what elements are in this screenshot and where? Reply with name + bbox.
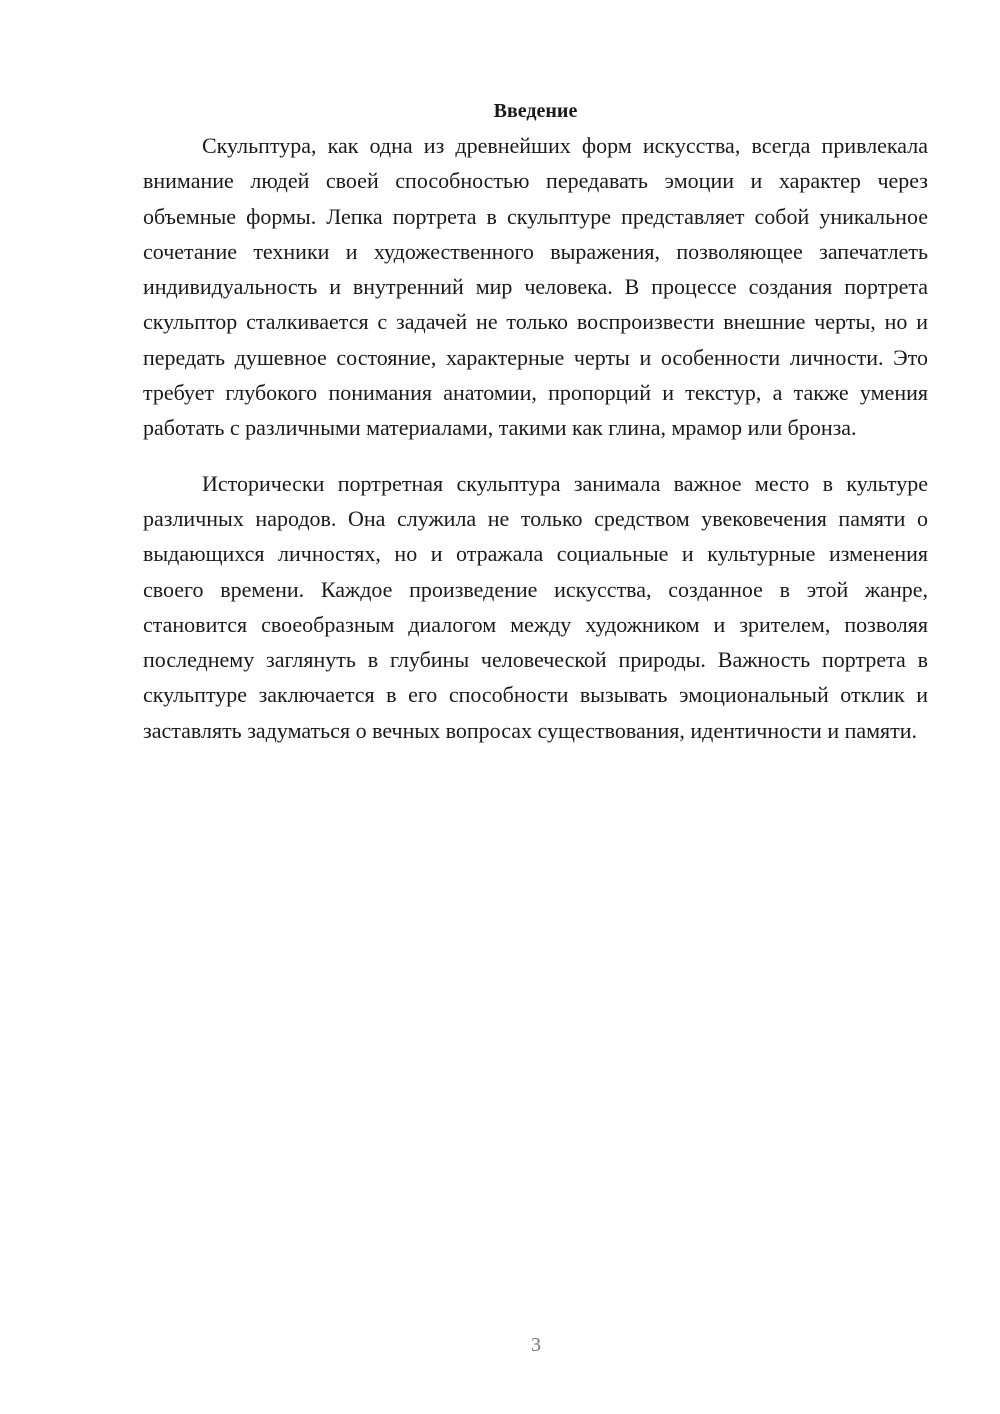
page-number: 3 xyxy=(531,1334,541,1356)
section-heading: Введение xyxy=(493,100,578,122)
paragraph-2: Исторически портретная скульптура занимала важное место в культуре различных народов. Она служила не только средством увековечения памяти о выдающихся личностях, но и отражала социальные и культурные изменения своего времени. Каждое произведение искусства, созданное в этой жанре, становится своеобразным диалогом между художником и зрителем, позволяя последнему заглянуть в глубины человеческой природы. Важность портрета в скульптуре заключается в его способности вызывать эмоциональный отклик и заставлять задуматься о вечных вопросах существования, идентичности и памяти. xyxy=(143,470,928,743)
page-content xyxy=(143,94,928,748)
paragraph-1: Скульптура, как одна из древнейших форм искусства, всегда привлекала внимание людей своей способностью передавать эмоции и характер через объемные формы. Лепка портрета в скульптуре представляет собой уникальное сочетание техники и художественного выражения, позволяющее запечатлеть индивидуальность и внутренний мир человека. В процессе создания портрета скульптор сталкивается с задачей не только воспроизвести внешние черты, но и передать душевное состояние, характерные черты и особенности личности. Это требует глубокого понимания анатомии, пропорций и текстур, а также умения работать с различными материалами, такими как глина, мрамор или бронза. xyxy=(143,133,928,441)
